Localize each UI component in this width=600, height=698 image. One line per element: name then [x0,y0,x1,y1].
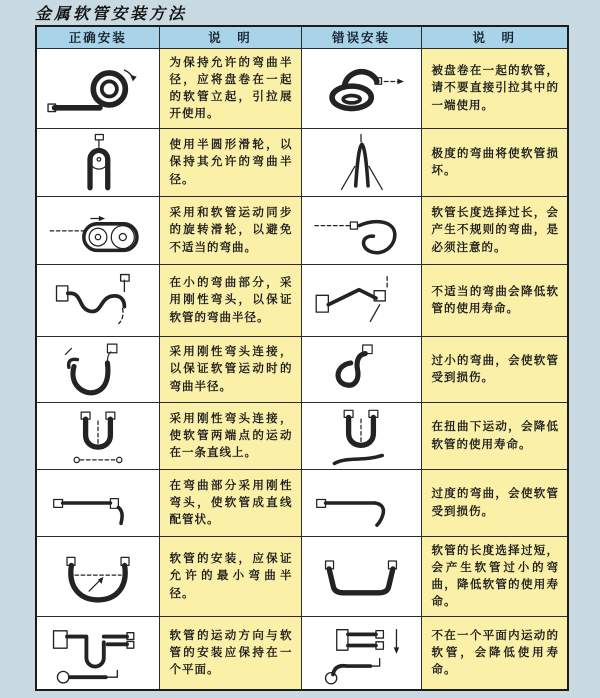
too-small-bend-icon [305,339,417,399]
wrong-image-cell [301,402,421,469]
column-header-correct: 正确安装 [36,26,159,48]
correct-desc: 采用刚性弯头连接，以保证软管运动时的弯曲半径。 [159,336,301,402]
wrong-image-cell [301,128,421,196]
column-header-desc-2: 说 明 [421,26,568,48]
semicircular-pulley-icon [40,131,156,193]
wrong-image-cell [301,336,421,402]
correct-image-cell [36,536,159,616]
table-row [36,48,568,128]
extreme-bend-icon [305,131,417,193]
table-row [36,536,568,616]
correct-image-cell [36,336,159,402]
wrong-desc: 被盘卷在一起的软管，请不要直接引拉其中的一端使用。 [421,48,568,128]
wrong-image-cell [301,616,421,690]
header-row [36,26,568,48]
table-row [36,336,568,402]
correct-image-cell [36,264,159,336]
same-plane-motion-icon [40,619,156,687]
improper-bend-icon [305,267,417,333]
correct-desc: 为保持允许的弯曲半径，应将盘卷在一起的软管立起，引拉展开使用。 [159,48,301,128]
page-title: 金属软管安装方法 [35,4,188,23]
correct-image-cell [36,616,159,690]
correct-desc: 软管的运动方向与软管的安装应保持在一个平面。 [159,616,301,690]
column-header-desc-1: 说 明 [159,26,301,48]
wrong-desc: 软管长度选择过长，会产生不规则的弯曲，是必须注意的。 [421,196,568,264]
minimum-bend-radius-u-icon [40,545,156,607]
correct-desc: 在弯曲部分采用刚性弯头，使软管成直线配管状。 [159,469,301,536]
wrong-image-cell [301,469,421,536]
wrong-image-cell [301,536,421,616]
correct-desc: 在小的弯曲部分，采用刚性弯头，以保证软管的弯曲半径。 [159,264,301,336]
correct-image-cell [36,128,159,196]
rigid-elbow-small-bend-icon [40,267,156,333]
flat-coil-pulled-end-icon [305,55,417,121]
upright-coil-unrolled-icon [40,55,156,121]
twisted-motion-u-icon [305,405,417,467]
table-row [36,469,568,536]
wrong-desc: 过度的弯曲，会使软管受到损伤。 [421,469,568,536]
table-row [36,264,568,336]
wrong-desc: 不在一个平面内运动的软管，会降低使用寿命。 [421,616,568,690]
column-header-wrong: 错误安装 [301,26,421,48]
table-row [36,196,568,264]
out-of-plane-motion-icon [305,619,417,687]
correct-image-cell [36,402,159,469]
overbent-end-icon [305,472,417,534]
synchronized-rotating-pulley-icon [40,199,156,261]
table-row [36,616,568,690]
wrong-image-cell [301,264,421,336]
install-table [35,25,569,691]
wrong-desc: 过小的弯曲，会使软管受到损伤。 [421,336,568,402]
correct-image-cell [36,469,159,536]
table-row [36,402,568,469]
wrong-desc: 不适当的弯曲会降低软管的使用寿命。 [421,264,568,336]
correct-image-cell [36,48,159,128]
wrong-desc: 极度的弯曲将使软管损坏。 [421,128,568,196]
wrong-image-cell [301,48,421,128]
overlong-hose-loop-icon [305,199,417,261]
table-row [36,128,568,196]
correct-desc: 使用半圆形滑轮，以保持其允许的弯曲半径。 [159,128,301,196]
aligned-endpoints-u-icon [40,405,156,467]
correct-desc: 采用刚性弯头连接，使软管两端点的运动在一条直线上。 [159,402,301,469]
wrong-desc: 软管的长度选择过短，会产生软管过小的弯曲，降低软管的使用寿命。 [421,536,568,616]
wrong-image-cell [301,196,421,264]
too-short-hose-icon [305,545,417,607]
wrong-desc: 在扭曲下运动，会降低软管的使用寿命。 [421,402,568,469]
correct-desc: 采用和软管运动同步的旋转滑轮，以避免不适当的弯曲。 [159,196,301,264]
rigid-elbow-connection-icon [40,339,156,399]
straight-run-rigid-elbow-icon [40,472,156,534]
correct-desc: 软管的安装，应保证允许的最小弯曲半径。 [159,536,301,616]
correct-image-cell [36,196,159,264]
